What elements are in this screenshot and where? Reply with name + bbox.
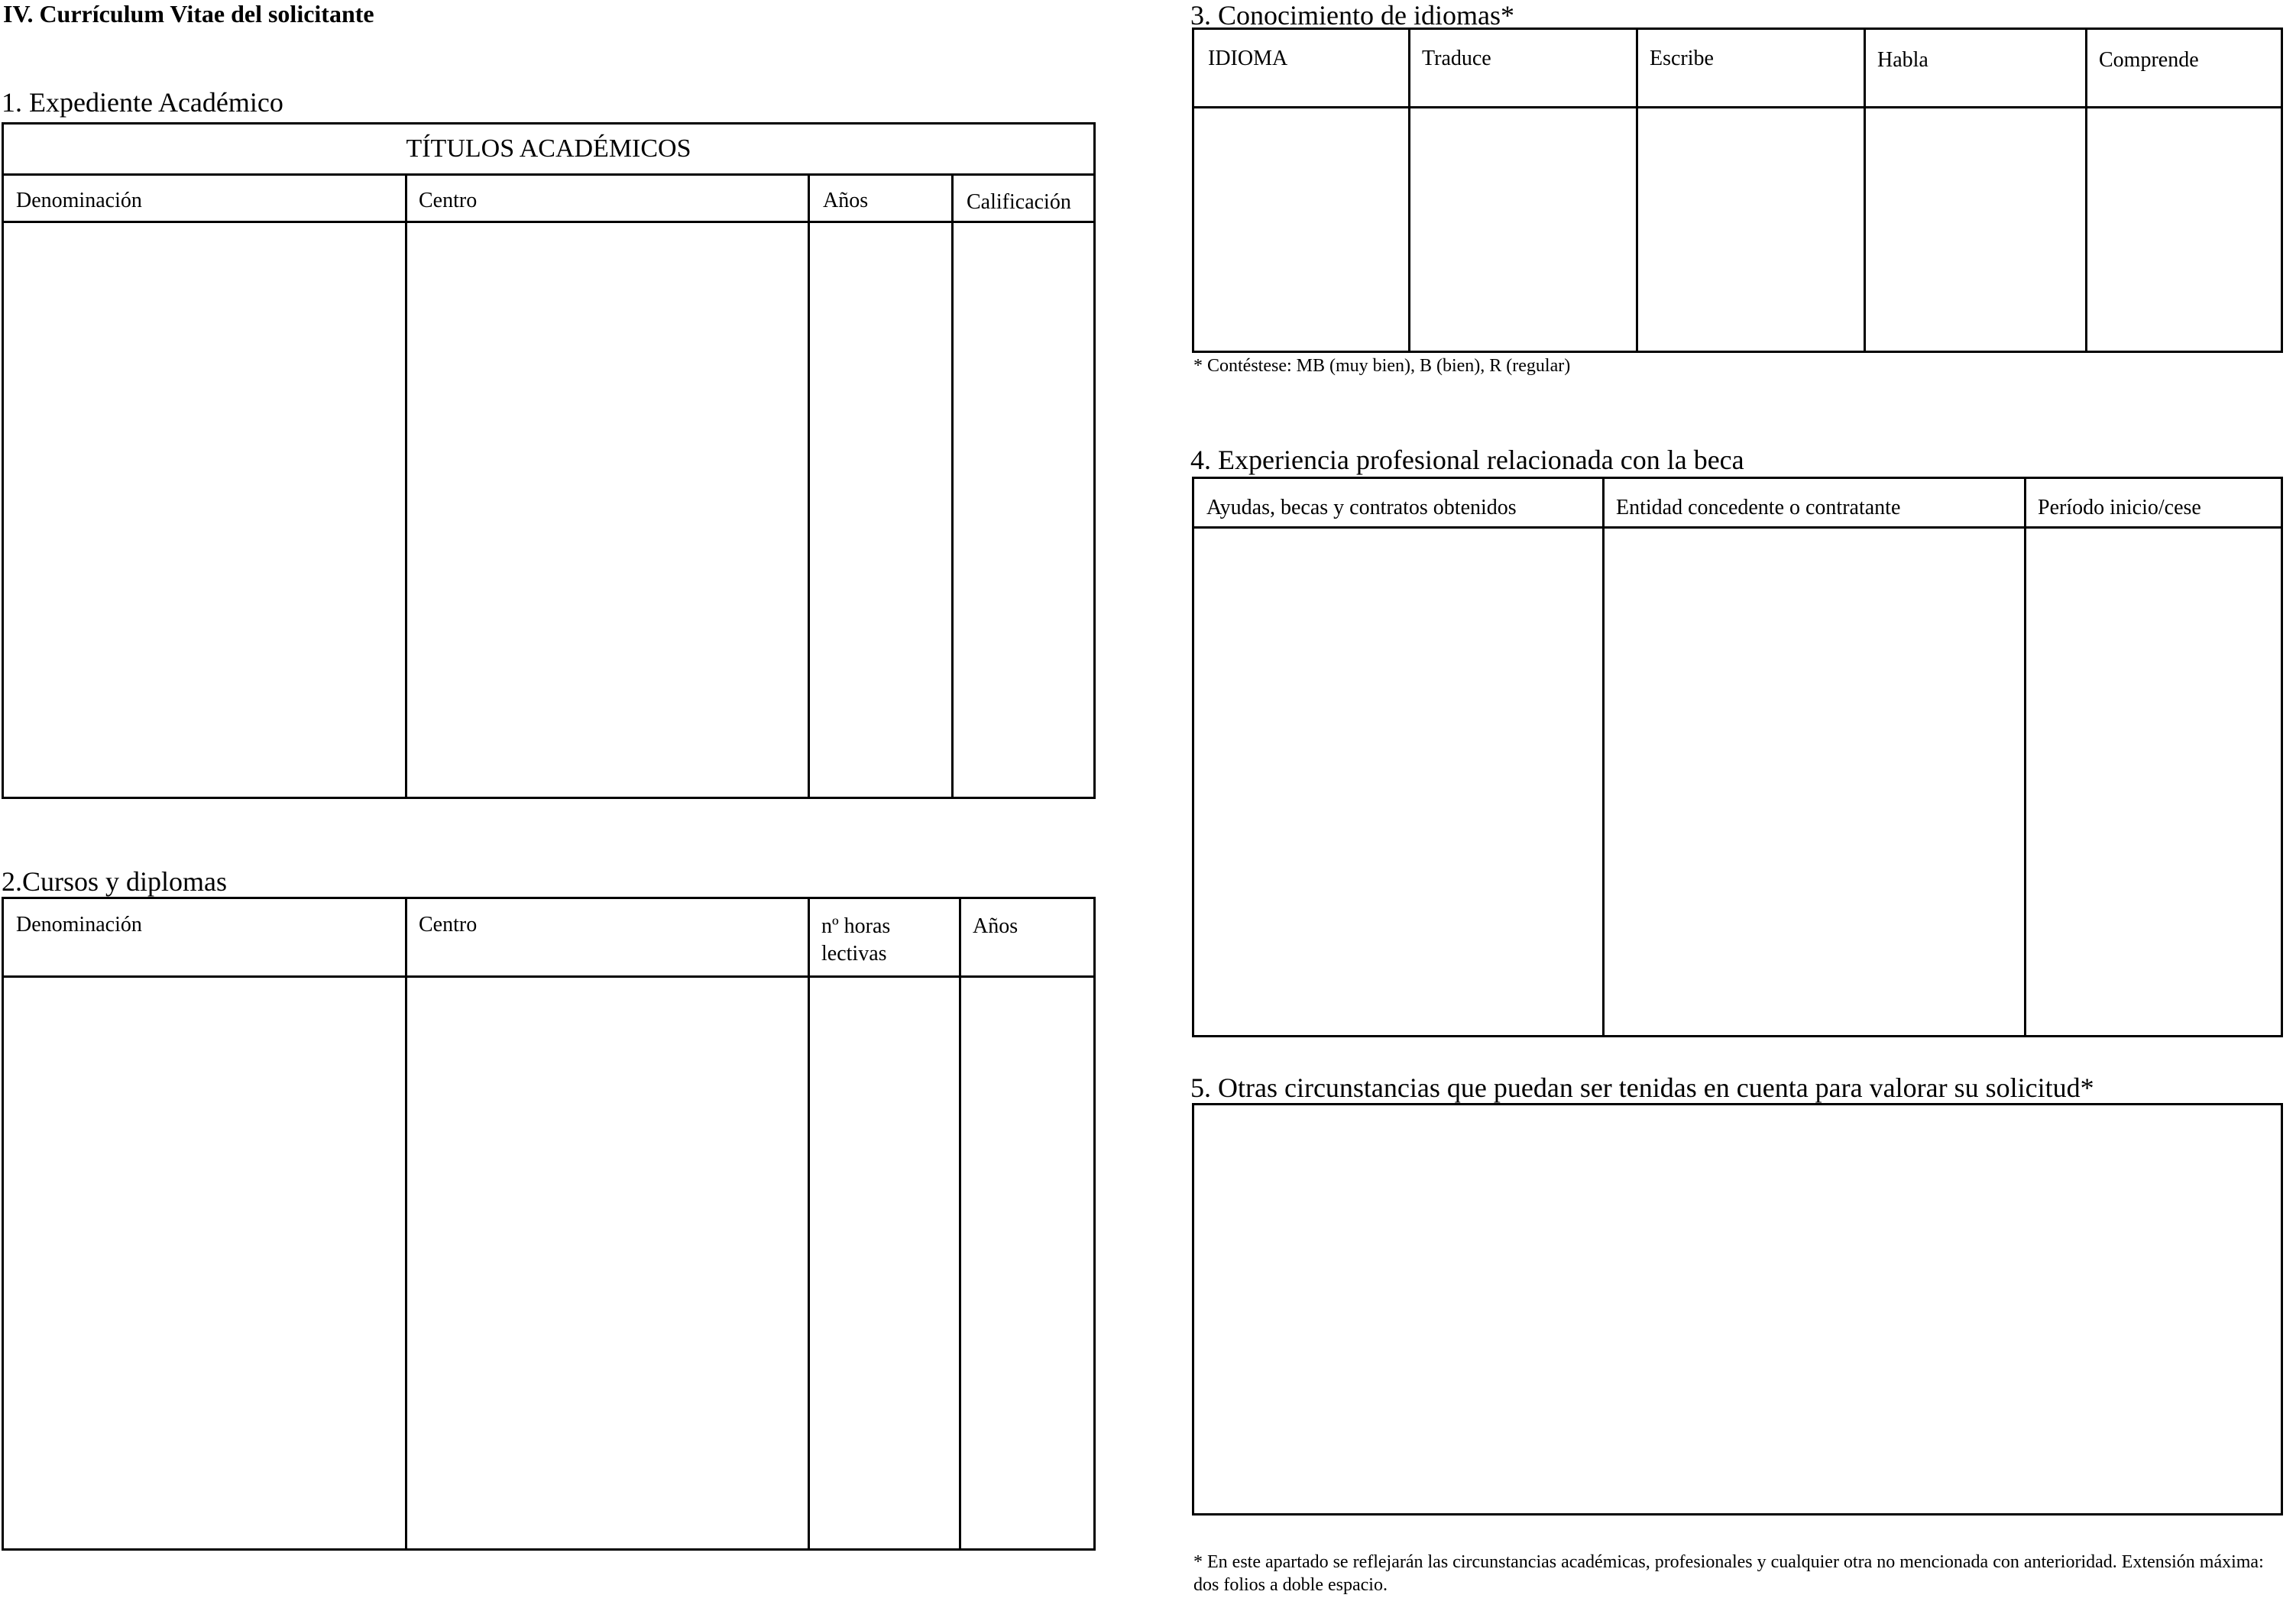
- cell-denominacion[interactable]: [4, 222, 404, 797]
- header-escribe: Escribe: [1650, 47, 1714, 70]
- cell-habla[interactable]: [1866, 108, 2084, 351]
- cell-denominacion[interactable]: [4, 977, 404, 1548]
- header-calificacion: Calificación: [967, 190, 1071, 214]
- page-heading: IV. Currículum Vitae del solicitante: [3, 0, 374, 27]
- cell-ayudas[interactable]: [1194, 528, 1601, 1035]
- academic-titles-band: TÍTULOS ACADÉMICOS: [406, 134, 691, 163]
- courses-table: [2, 897, 1096, 1551]
- cell-centro[interactable]: [407, 222, 807, 797]
- cell-comprende[interactable]: [2087, 108, 2281, 351]
- section3-title: 3. Conocimiento de idiomas*: [1190, 0, 1514, 31]
- languages-footnote: * Contéstese: MB (muy bien), B (bien), R (regular): [1193, 356, 1571, 376]
- cell-centro[interactable]: [407, 977, 807, 1548]
- cell-calificacion[interactable]: [954, 222, 1093, 797]
- header-anos: Años: [973, 914, 1018, 938]
- section1-title: 1. Expediente Académico: [2, 87, 283, 118]
- section5-title: 5. Otras circunstancias que puedan ser tenidas en cuenta para valorar su solicitud*: [1190, 1072, 2094, 1103]
- cell-traduce[interactable]: [1410, 108, 1635, 351]
- header-ayudas: Ayudas, becas y contratos obtenidos: [1206, 496, 1517, 519]
- cell-anos[interactable]: [810, 222, 950, 797]
- band-divider: [4, 173, 1093, 176]
- header-comprende: Comprende: [2099, 48, 2199, 72]
- cell-horas[interactable]: [810, 977, 958, 1548]
- cell-idioma[interactable]: [1194, 108, 1407, 351]
- languages-table: [1192, 27, 2283, 353]
- header-denominacion: Denominación: [16, 189, 142, 212]
- header-traduce: Traduce: [1422, 47, 1491, 70]
- header-centro: Centro: [419, 189, 478, 212]
- header-periodo: Período inicio/cese: [2038, 496, 2201, 519]
- header-entidad: Entidad concedente o contratante: [1616, 496, 1901, 519]
- cell-anos[interactable]: [961, 977, 1093, 1548]
- experience-table: [1192, 477, 2283, 1037]
- header-idioma: IDIOMA: [1208, 47, 1288, 70]
- header-anos: Años: [823, 189, 869, 212]
- cell-entidad[interactable]: [1605, 528, 2023, 1035]
- cell-periodo[interactable]: [2026, 528, 2281, 1035]
- circumstances-footnote: * En este apartado se reflejarán las circunstancias académicas, profesionales y cualquier otra no mencionada con anterioridad. Extensión máxima: dos folios a doble espacio.: [1193, 1552, 2264, 1595]
- section4-title: 4. Experiencia profesional relacionada con la beca: [1190, 445, 1744, 475]
- other-circumstances-box[interactable]: [1192, 1103, 2283, 1516]
- header-horas-lectivas: nº horas lectivas: [821, 914, 891, 966]
- section2-title: 2.Cursos y diplomas: [2, 866, 228, 897]
- academic-titles-table: [2, 122, 1096, 799]
- header-centro: Centro: [419, 913, 478, 936]
- header-denominacion: Denominación: [16, 913, 142, 936]
- header-habla: Habla: [1877, 48, 1928, 72]
- cell-escribe[interactable]: [1638, 108, 1863, 351]
